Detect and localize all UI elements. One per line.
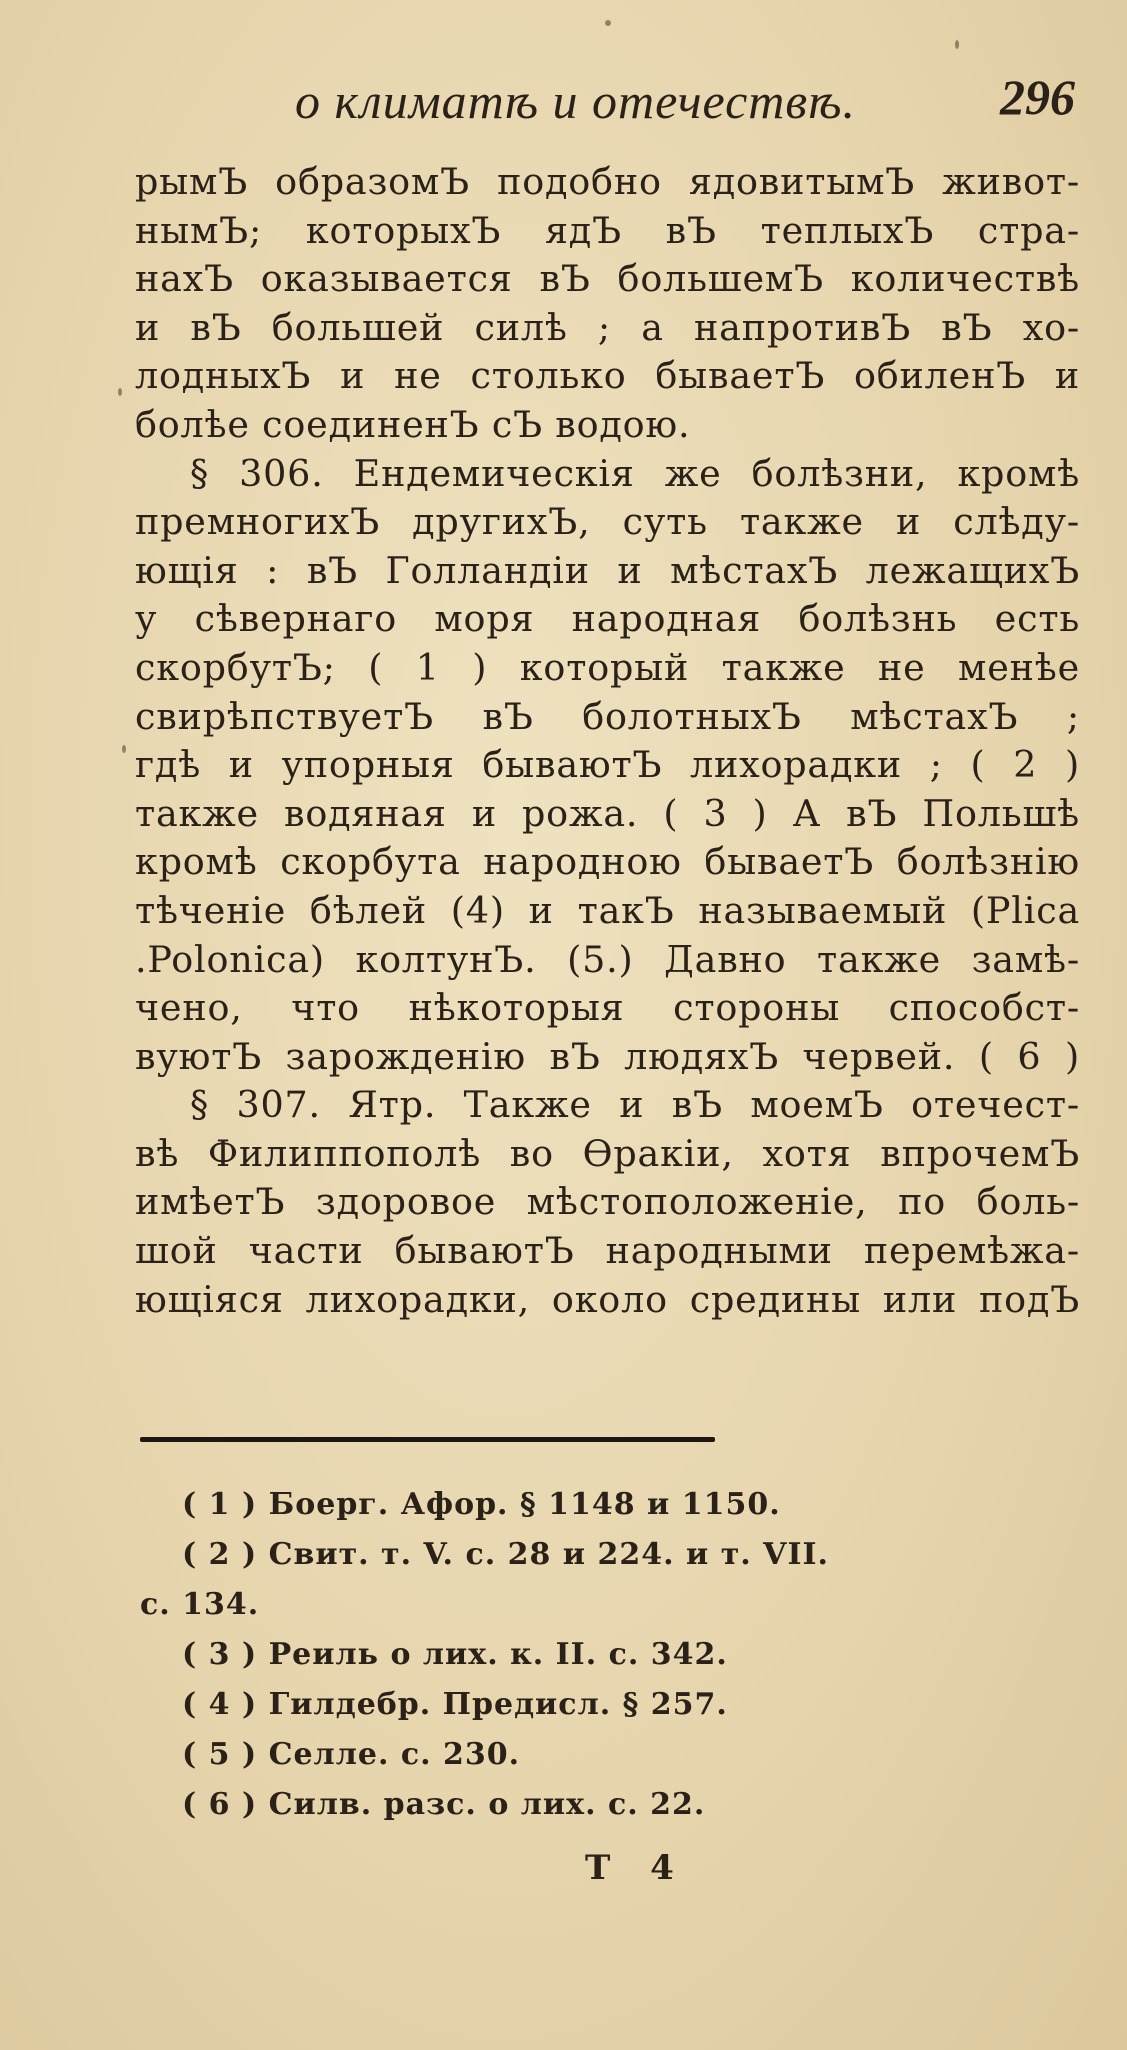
text-line: тѣченіе бѣлей (4) и такЪ называемый (Plica <box>135 888 1080 932</box>
text-line: у сѣвернаго моря народная болѣзнь есть <box>135 597 1080 641</box>
paper-speck <box>955 40 959 49</box>
paper-speck <box>118 388 122 396</box>
text-line: лодныхЪ и не столько бываетЪ обиленЪ и <box>135 354 1080 398</box>
text-line: шой части бываютЪ народными перемѣжа- <box>135 1229 1080 1273</box>
text-line: нымЪ; которыхЪ ядЪ вЪ теплыхЪ стра- <box>135 208 1080 252</box>
paper-speck <box>122 745 126 753</box>
footnote-4: ( 4 ) Гилдебр. Предисл. § 257. <box>182 1687 728 1722</box>
text-line: болѣе соединенЪ сЪ водою. <box>135 402 691 446</box>
page-header <box>295 69 1075 142</box>
main-text <box>135 158 1080 1324</box>
footnote-2: ( 2 ) Свит. т. V. с. 28 и 224. и т. VII. <box>182 1537 829 1572</box>
text-line: скорбутЪ; ( 1 ) который также не менѣе <box>135 645 1080 689</box>
page-number: 296 <box>1000 69 1075 125</box>
footnote-divider <box>140 1437 715 1442</box>
text-line: гдѣ и упорныя бываютЪ лихорадки ; ( 2 ) <box>135 743 1080 787</box>
text-line: вѣ Филиппополѣ во Ѳракіи, хотя впрочемЪ <box>135 1131 1080 1175</box>
text-line: .Polonica) колтунЪ. (5.) Давно также замѣ- <box>135 937 1080 981</box>
footnote-5: ( 5 ) Селле. с. 230. <box>182 1737 521 1772</box>
running-title: о климатѣ и отечествѣ. <box>295 73 856 129</box>
footnote-3: ( 3 ) Реиль о лих. к. II. с. 342. <box>182 1637 728 1672</box>
footnotes <box>140 1480 1080 1830</box>
text-line: ющія : вЪ Голландіи и мѣстахЪ лежащихЪ <box>135 548 1080 592</box>
text-line: чено, что нѣкоторыя стороны способст- <box>135 986 1080 1030</box>
paper-speck <box>605 20 611 26</box>
printer-signature-mark: Т 4 <box>585 1848 688 1888</box>
text-line: и вЪ большей силѣ ; а напротивЪ вЪ хо- <box>135 305 1080 349</box>
text-line: свирѣпствуетЪ вЪ болотныхЪ мѣстахЪ ; <box>135 694 1080 738</box>
section-306-start: § 306. Ендемическія же болѣзни, кромѣ <box>190 451 1080 495</box>
footnote-2-continuation: с. 134. <box>140 1587 260 1622</box>
footnote-6: ( 6 ) Силв. разс. о лих. с. 22. <box>182 1787 706 1822</box>
text-line: нахЪ оказывается вЪ большемЪ количествѣ <box>135 257 1080 301</box>
text-line: имѣетЪ здоровое мѣстоположеніе, по боль- <box>135 1180 1080 1224</box>
text-line: рымЪ образомЪ подобно ядовитымЪ живот- <box>135 160 1080 203</box>
text-line: кромѣ скорбута народною бываетЪ болѣзнію <box>135 840 1080 884</box>
text-line: ющіяся лихорадки, около средины или подЪ <box>135 1277 1080 1321</box>
text-line: вуютЪ зарожденію вЪ людяхЪ червей. ( 6 ) <box>135 1034 1080 1078</box>
footnote-1: ( 1 ) Боерг. Афор. § 1148 и 1150. <box>182 1487 781 1522</box>
section-307-start: § 307. Ятр. Также и вЪ моемЪ отечест- <box>190 1083 1080 1127</box>
text-line: также водяная и рожа. ( 3 ) А вЪ Польшѣ <box>135 791 1080 835</box>
text-line: премногихЪ другихЪ, суть также и слѣду- <box>135 500 1080 544</box>
